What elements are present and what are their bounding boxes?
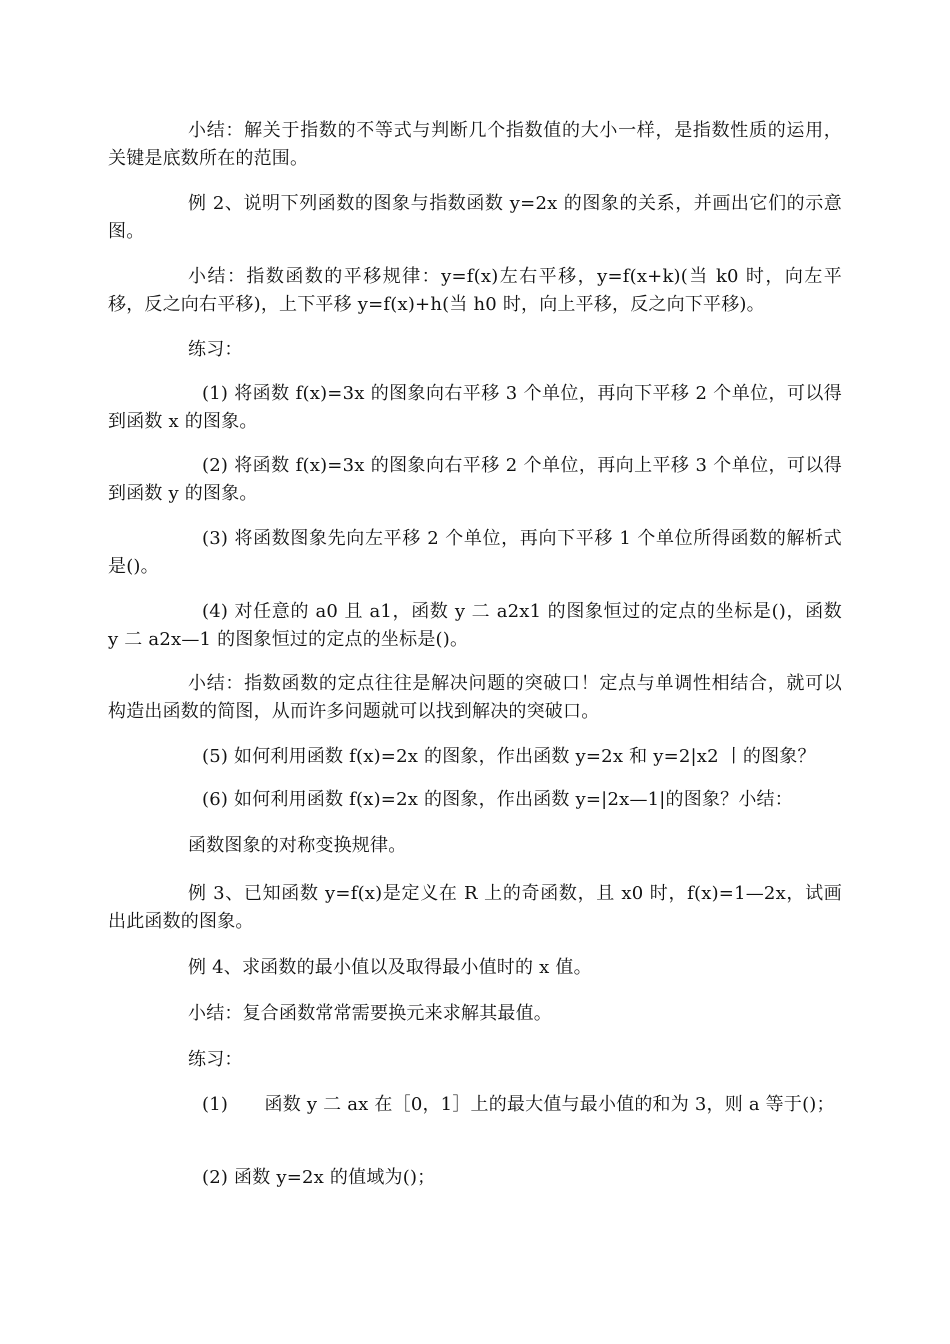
summary-paragraph-2: 小结：指数函数的平移规律：y=f(x)左右平移，y=f(x+k)(当 k0 时，向左平移，反之向右平移)，上下平移 y=f(x)+h(当 h0 时，向上平移，反之向下平移)。 bbox=[108, 266, 842, 315]
example-3-paragraph: 例 3、已知函数 y=f(x)是定义在 R 上的奇函数，且 x0 时，f(x)=1—2x，试画出此函数的图象。 bbox=[108, 883, 842, 932]
summary-paragraph-1: 小结：解关于指数的不等式与判断几个指数值的大小一样，是指数性质的运用，关键是底数所在的范围。 bbox=[108, 120, 842, 169]
exercise-item-4: (4) 对任意的 a0 且 a1，函数 y 二 a2x1 的图象恒过的定点的坐标是()，函数 y 二 a2x—1 的图象恒过的定点的坐标是()。 bbox=[108, 601, 842, 650]
summary-paragraph-3: 小结：指数函数的定点往往是解决问题的突破口！定点与单调性相结合，就可以构造出函数的简图，从而许多问题就可以找到解决的突破口。 bbox=[108, 673, 842, 722]
exercise-2-item-1: (1) 函数 y 二 ax 在［0，1］上的最大值与最小值的和为 3，则 a 等于()； bbox=[202, 1094, 835, 1115]
example-4-paragraph: 例 4、求函数的最小值以及取得最小值时的 x 值。 bbox=[188, 957, 592, 978]
symmetry-rule-line: 函数图象的对称变换规律。 bbox=[188, 835, 407, 856]
exercise-2-item-2: (2) 函数 y=2x 的值域为()； bbox=[202, 1167, 436, 1188]
exercise-heading-1: 练习： bbox=[188, 339, 243, 360]
exercise-item-2: (2) 将函数 f(x)=3x 的图象向右平移 2 个单位，再向上平移 3 个单位，可以得到函数 y 的图象。 bbox=[108, 455, 842, 504]
exercise-item-1: (1) 将函数 f(x)=3x 的图象向右平移 3 个单位，再向下平移 2 个单位，可以得到函数 x 的图象。 bbox=[108, 383, 842, 432]
exercise-item-6: (6) 如何利用函数 f(x)=2x 的图象，作出函数 y=|2x—1|的图象？小结： bbox=[202, 789, 793, 810]
exercise-item-5: (5) 如何利用函数 f(x)=2x 的图象，作出函数 y=2x 和 y=2|x2 丨的图象？ bbox=[202, 746, 816, 767]
exercise-item-3: (3) 将函数图象先向左平移 2 个单位，再向下平移 1 个单位所得函数的解析式是()。 bbox=[108, 528, 842, 577]
exercise-heading-2: 练习： bbox=[188, 1049, 243, 1070]
summary-paragraph-4: 小结：复合函数常常需要换元来求解其最值。 bbox=[188, 1003, 552, 1024]
example-2-paragraph: 例 2、说明下列函数的图象与指数函数 y=2x 的图象的关系，并画出它们的示意图。 bbox=[108, 193, 842, 242]
